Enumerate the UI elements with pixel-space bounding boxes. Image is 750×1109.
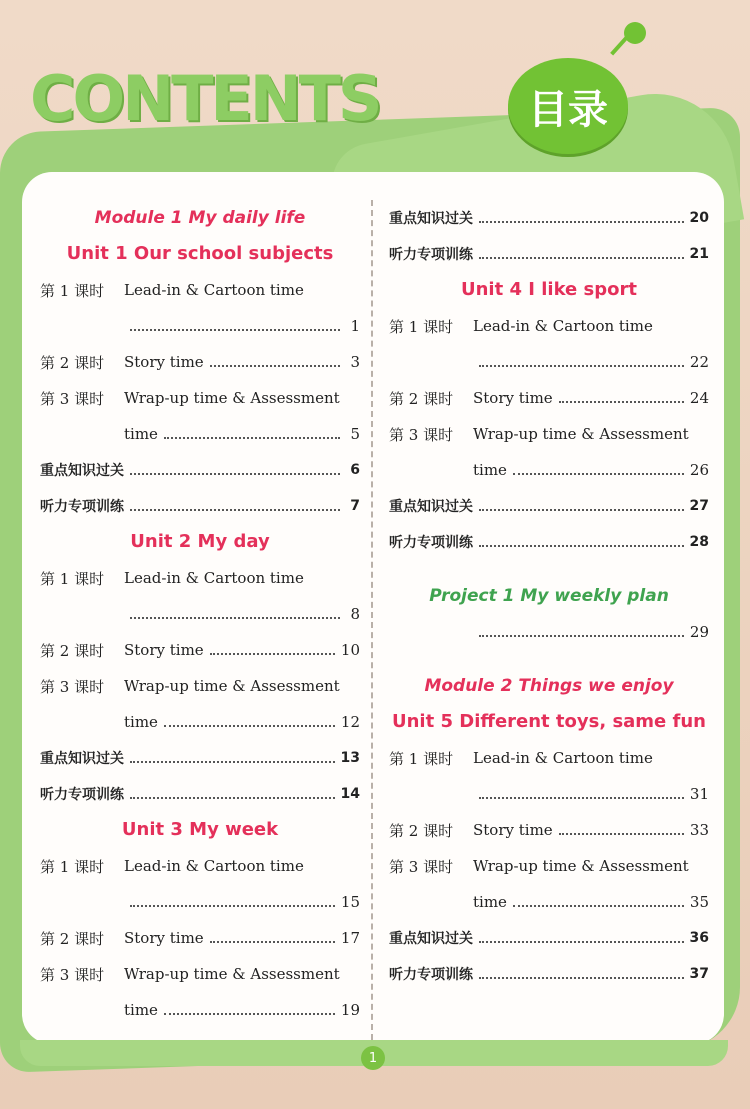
project-heading: Project 1 My weekly plan (429, 586, 669, 606)
page-ref: 1 (350, 317, 360, 335)
dot-leader (479, 545, 684, 547)
section-entry (389, 920, 709, 956)
page-ref: 37 (689, 966, 709, 982)
page-ref: 3 (350, 353, 360, 371)
toc-entry (40, 668, 360, 704)
lesson-label: 第 3 课时 (389, 857, 454, 876)
dot-leader (210, 941, 335, 943)
dot-leader (130, 509, 340, 511)
dot-leader (210, 653, 335, 655)
dot-leader (164, 1013, 335, 1015)
dot-leader (210, 365, 340, 367)
page-ref: 13 (340, 750, 360, 766)
left-column (40, 200, 360, 1028)
unit-heading: Unit 3 My week (121, 819, 279, 840)
dot-leader (479, 797, 684, 799)
section-entry (389, 524, 709, 560)
lesson-label: 第 3 课时 (40, 389, 105, 408)
toc-entry (389, 812, 709, 848)
lesson-label: 第 2 课时 (40, 929, 105, 948)
entry-title: Story time (124, 641, 204, 659)
entry-title: 听力专项训练 (389, 247, 473, 263)
page-ref: 12 (340, 713, 360, 731)
dot-leader (130, 905, 335, 907)
page-ref: 19 (340, 1001, 360, 1019)
unit-heading: Unit 4 I like sport (461, 279, 637, 300)
page-ref: 22 (689, 353, 709, 371)
dot-leader (479, 221, 684, 223)
entry-title: time (124, 713, 158, 731)
entry-title: time (473, 461, 507, 479)
lesson-label: 第 1 课时 (40, 569, 105, 588)
entry-title: Lead-in & Cartoon time (473, 749, 653, 767)
dot-leader (164, 437, 340, 439)
entry-title: 听力专项训练 (389, 967, 473, 983)
toc-entry (40, 416, 360, 452)
toc-entry (40, 632, 360, 668)
dot-leader (559, 833, 684, 835)
toc-entry (389, 614, 709, 650)
contents-heading: CONTENTS (30, 62, 380, 135)
dot-leader (513, 473, 684, 475)
toc-entry (389, 884, 709, 920)
lesson-label: 第 3 课时 (389, 425, 454, 444)
toc-entry (389, 776, 709, 812)
dot-leader (130, 617, 340, 619)
toc-entry (40, 596, 360, 632)
lesson-label: 第 2 课时 (40, 353, 105, 372)
entry-title: 重点知识过关 (40, 463, 124, 479)
column-divider (371, 200, 373, 1040)
entry-title: time (124, 1001, 158, 1019)
toc-entry (40, 344, 360, 380)
lesson-label: 第 3 课时 (40, 965, 105, 984)
badge-antenna-ball (624, 22, 646, 44)
entry-title: Wrap-up time & Assessment (124, 677, 340, 695)
section-entry (389, 488, 709, 524)
page-ref: 17 (340, 929, 360, 947)
lesson-label: 第 1 课时 (40, 857, 105, 876)
right-column (389, 200, 709, 992)
toc-entry (389, 308, 709, 344)
entry-title: 听力专项训练 (40, 787, 124, 803)
section-entry (40, 452, 360, 488)
entry-title: 重点知识过关 (389, 211, 473, 227)
toc-entry (40, 380, 360, 416)
page-ref: 6 (350, 462, 360, 478)
dot-leader (130, 761, 335, 763)
dot-leader (479, 365, 684, 367)
page-ref: 8 (350, 605, 360, 623)
entry-title: Lead-in & Cartoon time (124, 857, 304, 875)
page-ref: 24 (689, 389, 709, 407)
entry-title: Story time (124, 353, 204, 371)
entry-title: Story time (473, 389, 553, 407)
toc-entry (40, 992, 360, 1028)
dot-leader (130, 329, 340, 331)
lesson-label: 第 1 课时 (389, 749, 454, 768)
unit-heading: Unit 5 Different toys, same fun (391, 711, 706, 732)
dot-leader (130, 797, 335, 799)
section-entry (389, 236, 709, 272)
dot-leader (479, 635, 684, 637)
toc-entry (40, 704, 360, 740)
dot-leader (164, 725, 335, 727)
section-entry (40, 776, 360, 812)
page-ref: 14 (340, 786, 360, 802)
entry-title: time (473, 893, 507, 911)
lesson-label: 第 2 课时 (389, 389, 454, 408)
page-ref: 28 (689, 534, 709, 550)
toc-entry (40, 560, 360, 596)
entry-title: Story time (124, 929, 204, 947)
dot-leader (479, 509, 684, 511)
page-ref: 7 (350, 498, 360, 514)
toc-entry (389, 848, 709, 884)
page-ref: 10 (340, 641, 360, 659)
section-entry (40, 740, 360, 776)
page-ref: 33 (689, 821, 709, 839)
dot-leader (130, 473, 340, 475)
toc-entry (40, 272, 360, 308)
lesson-label: 第 2 课时 (389, 821, 454, 840)
entry-title: 听力专项训练 (40, 499, 124, 515)
entry-title: Wrap-up time & Assessment (473, 425, 689, 443)
entry-title: Wrap-up time & Assessment (473, 857, 689, 875)
page-ref: 15 (340, 893, 360, 911)
lesson-label: 第 1 课时 (389, 317, 454, 336)
entry-title: Lead-in & Cartoon time (124, 281, 304, 299)
entry-title: Wrap-up time & Assessment (124, 389, 340, 407)
unit-heading: Unit 1 Our school subjects (66, 243, 334, 264)
page-ref: 29 (689, 623, 709, 641)
module-heading: Module 1 My daily life (94, 208, 306, 228)
page-ref: 31 (689, 785, 709, 803)
lesson-label: 第 1 课时 (40, 281, 105, 300)
module-heading: Module 2 Things we enjoy (424, 676, 674, 696)
dot-leader (513, 905, 684, 907)
toc-entry (389, 380, 709, 416)
entry-title: time (124, 425, 158, 443)
dot-leader (479, 257, 684, 259)
lesson-label: 第 3 课时 (40, 677, 105, 696)
page-number: 1 (361, 1046, 385, 1070)
section-entry (389, 200, 709, 236)
toc-entry (40, 956, 360, 992)
lesson-label: 第 2 课时 (40, 641, 105, 660)
dot-leader (479, 977, 684, 979)
entry-title: Lead-in & Cartoon time (124, 569, 304, 587)
page-ref: 27 (689, 498, 709, 514)
page-ref: 35 (689, 893, 709, 911)
dot-leader (479, 941, 684, 943)
page-ref: 5 (350, 425, 360, 443)
entry-title: Lead-in & Cartoon time (473, 317, 653, 335)
toc-entry (389, 416, 709, 452)
entry-title: 重点知识过关 (389, 931, 473, 947)
entry-title: 重点知识过关 (40, 751, 124, 767)
entry-title: 听力专项训练 (389, 535, 473, 551)
toc-entry (389, 452, 709, 488)
section-entry (389, 956, 709, 992)
unit-heading: Unit 2 My day (130, 531, 270, 552)
entry-title: 重点知识过关 (389, 499, 473, 515)
page-ref: 21 (689, 246, 709, 262)
toc-entry (389, 344, 709, 380)
entry-title: Wrap-up time & Assessment (124, 965, 340, 983)
toc-entry (40, 920, 360, 956)
toc-entry (40, 884, 360, 920)
toc-entry (389, 740, 709, 776)
dot-leader (559, 401, 684, 403)
mulu-badge: 目录 (508, 58, 628, 154)
page-ref: 20 (689, 210, 709, 226)
toc-entry (40, 848, 360, 884)
section-entry (40, 488, 360, 524)
toc-entry (40, 308, 360, 344)
entry-title: Story time (473, 821, 553, 839)
page-ref: 26 (689, 461, 709, 479)
page-ref: 36 (689, 930, 709, 946)
